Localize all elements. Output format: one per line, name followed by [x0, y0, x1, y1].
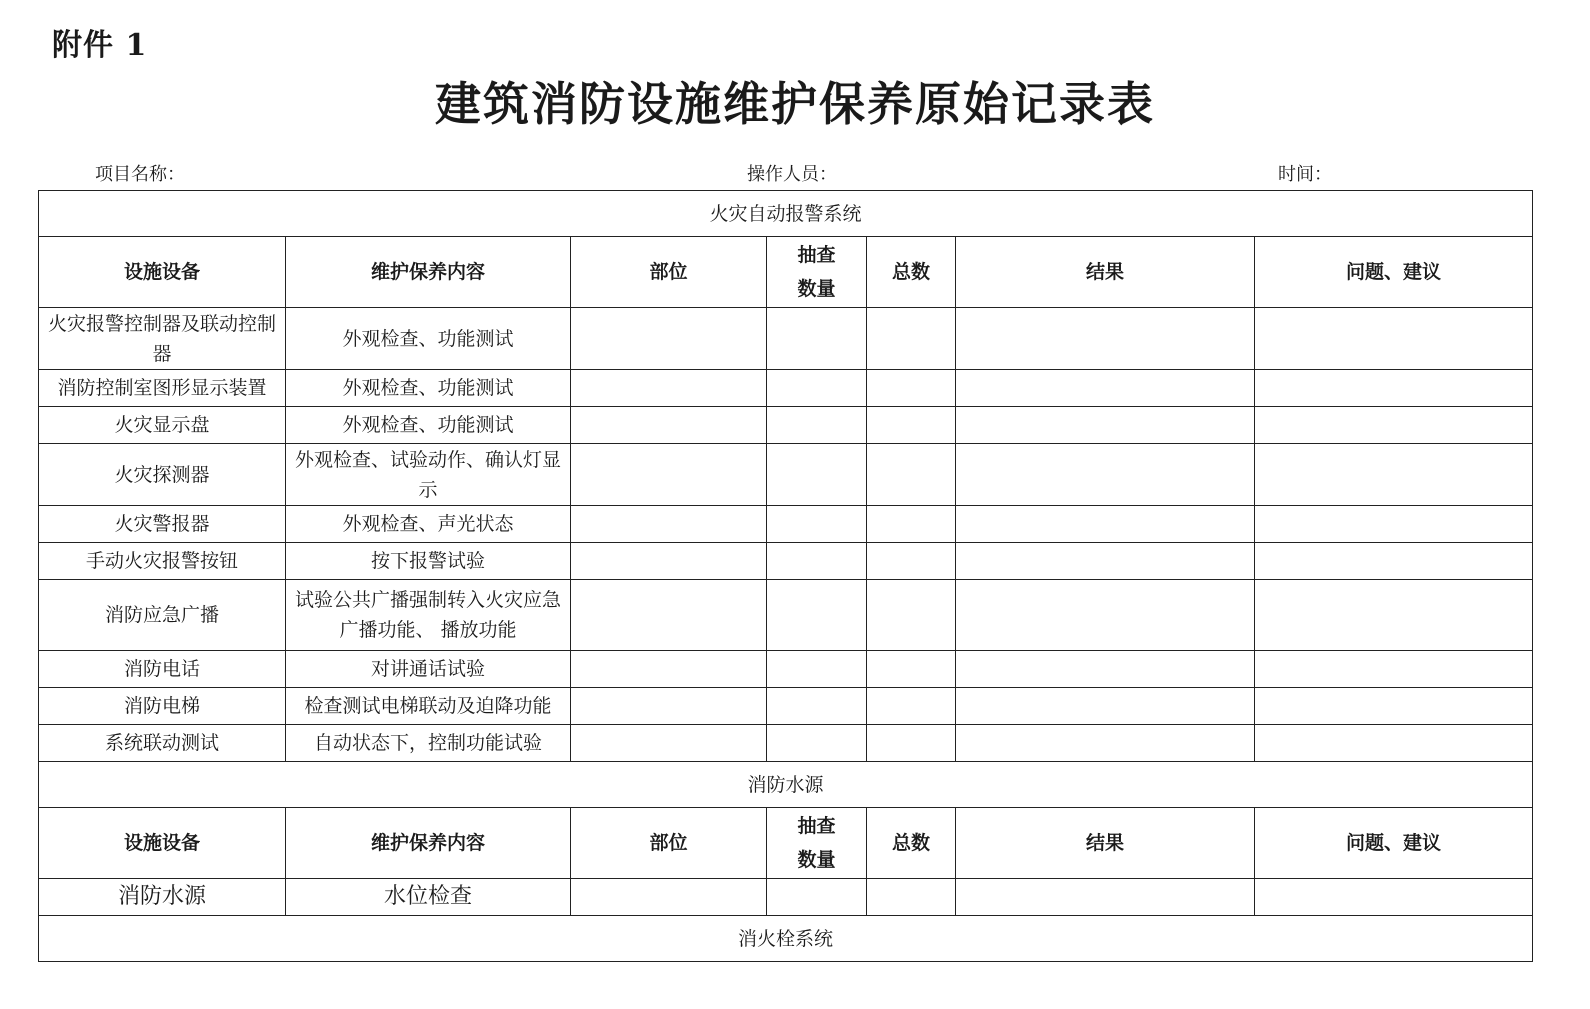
location-cell[interactable]: [571, 651, 767, 688]
col-header-issues: 问题、建议: [1255, 808, 1533, 879]
sample-count-cell[interactable]: [767, 688, 867, 725]
total-cell[interactable]: [867, 879, 956, 916]
table-row: [39, 543, 1533, 580]
issues-cell[interactable]: [1255, 444, 1533, 506]
location-cell[interactable]: [571, 407, 767, 444]
issues-cell[interactable]: [1255, 651, 1533, 688]
equipment-cell: 系统联动测试: [39, 725, 286, 762]
sample-count-cell[interactable]: [767, 370, 867, 407]
col-header-sample-count: 抽查 数量: [767, 237, 867, 308]
section-title: 消防水源: [39, 762, 1533, 808]
sample-count-cell[interactable]: [767, 651, 867, 688]
location-cell[interactable]: [571, 580, 767, 651]
content-cell: 外观检查、功能测试: [286, 308, 571, 370]
location-cell[interactable]: [571, 308, 767, 370]
result-cell[interactable]: [956, 370, 1255, 407]
table-header-row: [39, 237, 1533, 308]
section-title: 火灾自动报警系统: [39, 191, 1533, 237]
document-title: 建筑消防设施维护保养原始记录表: [435, 77, 1155, 131]
content-cell: 试验公共广播强制转入火灾应急广播功能、 播放功能: [286, 580, 571, 651]
total-cell[interactable]: [867, 543, 956, 580]
content-cell: 自动状态下，控制功能试验: [286, 725, 571, 762]
total-cell[interactable]: [867, 506, 956, 543]
result-cell[interactable]: [956, 308, 1255, 370]
issues-cell[interactable]: [1255, 506, 1533, 543]
table-header-row: [39, 808, 1533, 879]
col-header-location: 部位: [571, 237, 767, 308]
location-cell[interactable]: [571, 725, 767, 762]
location-cell[interactable]: [571, 506, 767, 543]
content-cell: 按下报警试验: [286, 543, 571, 580]
location-cell[interactable]: [571, 444, 767, 506]
result-cell[interactable]: [956, 444, 1255, 506]
project-name-label: 项目名称：: [95, 164, 185, 185]
content-cell: 外观检查、功能测试: [286, 370, 571, 407]
col-header-equipment: 设施设备: [39, 808, 286, 879]
equipment-cell: 火灾报警控制器及联动控制器: [39, 308, 286, 370]
table-row: [39, 370, 1533, 407]
table-row: [39, 879, 1533, 916]
maintenance-record-table: [38, 190, 1533, 962]
result-cell[interactable]: [956, 407, 1255, 444]
table-row: [39, 651, 1533, 688]
col-header-sample-count: 抽查 数量: [767, 808, 867, 879]
col-header-location: 部位: [571, 808, 767, 879]
sample-count-cell[interactable]: [767, 506, 867, 543]
equipment-cell: 消防控制室图形显示装置: [39, 370, 286, 407]
col-header-total: 总数: [867, 237, 956, 308]
issues-cell[interactable]: [1255, 688, 1533, 725]
col-header-result: 结果: [956, 237, 1255, 308]
result-cell[interactable]: [956, 543, 1255, 580]
total-cell[interactable]: [867, 651, 956, 688]
table-row: [39, 407, 1533, 444]
issues-cell[interactable]: [1255, 308, 1533, 370]
col-header-content: 维护保养内容: [286, 808, 571, 879]
content-cell: 对讲通话试验: [286, 651, 571, 688]
result-cell[interactable]: [956, 651, 1255, 688]
issues-cell[interactable]: [1255, 879, 1533, 916]
section-title: 消火栓系统: [39, 916, 1533, 962]
issues-cell[interactable]: [1255, 543, 1533, 580]
result-cell[interactable]: [956, 725, 1255, 762]
sample-count-cell[interactable]: [767, 407, 867, 444]
sample-count-cell[interactable]: [767, 543, 867, 580]
content-cell: 外观检查、声光状态: [286, 506, 571, 543]
total-cell[interactable]: [867, 444, 956, 506]
equipment-cell: 手动火灾报警按钮: [39, 543, 286, 580]
table-row: [39, 506, 1533, 543]
content-cell: 检查测试电梯联动及迫降功能: [286, 688, 571, 725]
sample-count-cell[interactable]: [767, 444, 867, 506]
content-cell: 水位检查: [286, 879, 571, 916]
sample-count-cell[interactable]: [767, 308, 867, 370]
equipment-cell: 消防电话: [39, 651, 286, 688]
result-cell[interactable]: [956, 580, 1255, 651]
equipment-cell: 消防应急广播: [39, 580, 286, 651]
sample-count-cell[interactable]: [767, 580, 867, 651]
issues-cell[interactable]: [1255, 407, 1533, 444]
equipment-cell: 火灾显示盘: [39, 407, 286, 444]
total-cell[interactable]: [867, 370, 956, 407]
sample-count-cell[interactable]: [767, 879, 867, 916]
result-cell[interactable]: [956, 506, 1255, 543]
issues-cell[interactable]: [1255, 725, 1533, 762]
total-cell[interactable]: [867, 725, 956, 762]
issues-cell[interactable]: [1255, 370, 1533, 407]
table-row: [39, 725, 1533, 762]
sample-count-cell[interactable]: [767, 725, 867, 762]
equipment-cell: 消防水源: [39, 879, 286, 916]
location-cell[interactable]: [571, 879, 767, 916]
total-cell[interactable]: [867, 407, 956, 444]
table-row: [39, 688, 1533, 725]
total-cell[interactable]: [867, 580, 956, 651]
location-cell[interactable]: [571, 543, 767, 580]
col-header-total: 总数: [867, 808, 956, 879]
equipment-cell: 火灾探测器: [39, 444, 286, 506]
result-cell[interactable]: [956, 879, 1255, 916]
content-cell: 外观检查、试验动作、确认灯显示: [286, 444, 571, 506]
attachment-label: 附件 1: [52, 28, 148, 63]
col-header-equipment: 设施设备: [39, 237, 286, 308]
col-header-content: 维护保养内容: [286, 237, 571, 308]
operator-label: 操作人员：: [747, 164, 837, 185]
equipment-cell: 消防电梯: [39, 688, 286, 725]
result-cell[interactable]: [956, 688, 1255, 725]
equipment-cell: 火灾警报器: [39, 506, 286, 543]
table-row: [39, 580, 1533, 651]
table-row: [39, 444, 1533, 506]
location-cell[interactable]: [571, 370, 767, 407]
time-label: 时间：: [1278, 164, 1332, 185]
col-header-result: 结果: [956, 808, 1255, 879]
total-cell[interactable]: [867, 308, 956, 370]
content-cell: 外观检查、功能测试: [286, 407, 571, 444]
location-cell[interactable]: [571, 688, 767, 725]
issues-cell[interactable]: [1255, 580, 1533, 651]
total-cell[interactable]: [867, 688, 956, 725]
table-row: [39, 308, 1533, 370]
col-header-issues: 问题、建议: [1255, 237, 1533, 308]
